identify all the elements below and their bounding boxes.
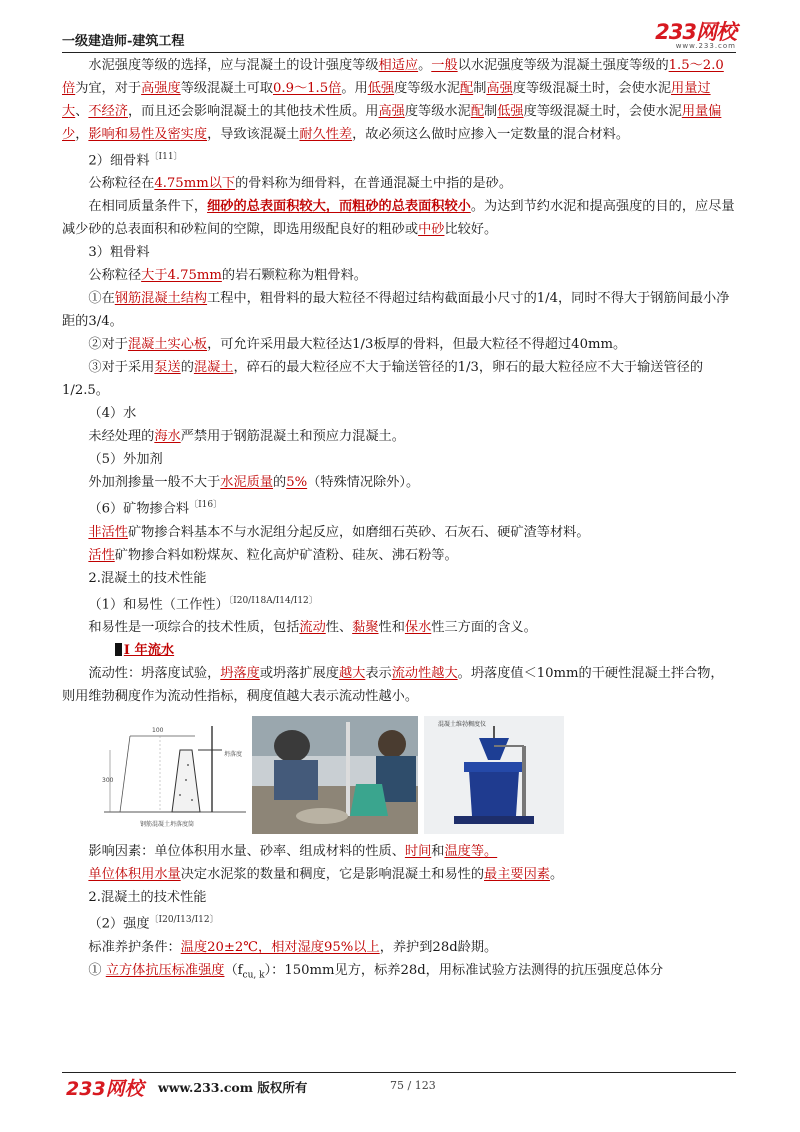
logo-url: www.233.com [675,42,736,50]
para-water-content: 单位体积用水量决定水泥浆的数量和稠度，它是影响混凝土和易性的最主要因素。 [88,867,564,883]
label-cone: 坍落度 [224,751,243,759]
vebe-title: 混凝土维勃稠度仪 [438,721,487,729]
footer-site: www.233.com 版权所有 [158,1080,308,1095]
label-100: 100 [152,727,164,735]
heading-admixture: （5）外加剂 [88,452,163,468]
page-body [62,44,736,987]
para-curing: 标准养护条件：温度20±2℃，相对湿度95%以上，养护到28d龄期。 [88,939,498,955]
heading-fine-aggregate: 2）细骨料$^{〔Ⅰ11〕}$ [88,152,183,169]
heading-tech-performance: 2.混凝土的技术性能 [88,570,207,586]
label-300: 300 [102,777,114,785]
logo-text: 233网校 [655,20,736,44]
year-tag: Ⅰ 年流水 [88,639,174,662]
para-workability: 和易性是一项综合的技术性质，包括流动性、黏聚性和保水性三方面的含义。 [88,620,537,636]
tag-line [62,639,736,662]
heading-coarse-aggregate: 3）粗骨料 [88,245,150,261]
footer-logo: 233网校 [66,1078,144,1100]
para-coarse-1: ①在钢筋混凝土结构工程中，粗骨料的最大粒径不得超过结构截面最小尺寸的1/4，同时不得大于钢筋间最小净距的3/4。 [62,291,730,330]
slump-cone-diagram [100,720,250,830]
vebe-meter-photo [424,716,564,834]
heading-strength: （2）强度$^{〔Ⅰ20/Ⅰ13/Ⅰ12〕}$ [88,915,219,932]
header-title: 一级建造师-建筑工程 [62,34,185,49]
footer-rule [62,1072,736,1073]
para-active: 活性矿物掺合料如粉煤灰、粒化高炉矿渣粉、硅灰、沸石粉等。 [88,547,458,563]
slump-test-photo [252,716,418,834]
figure-row [62,716,736,834]
para-fine-area: 在相同质量条件下，细砂的总表面积较大，而粗砂的总表面积较小。为达到节约水泥和提高强度的目的，应尽量减少砂的总表面积和砂粒间的空隙，即选用级配良好的粗砂或中砂比较好。 [62,199,735,238]
para-coarse-def: 公称粒径大于4.75mm的岩石颗粒称为粗骨料。 [88,268,367,284]
heading-tech-performance-2: 2.混凝土的技术性能 [88,890,207,906]
para-fine-def: 公称粒径在4.75mm以下的骨料称为细骨料，在普通混凝土中指的是砂。 [88,176,513,192]
para-coarse-3: ③对于采用泵送的混凝土，碎石的最大粒径应不大于输送管径的1/3，卵石的最大粒径应不大于输送管径的1/2.5。 [62,360,704,399]
para-coarse-2: ②对于混凝土实心板，可允许采用最大粒径达1/3板厚的骨料，但最大粒径不得超过40mm。 [88,337,627,353]
diagram-caption: 钢筋混凝土坍落度筒 [140,821,195,829]
page-number: 75 / 123 [390,1079,436,1092]
heading-water: （4）水 [88,406,137,422]
para-cement-grade: 水泥强度等级的选择，应与混凝土的设计强度等级相适应。一般以水泥强度等级为混凝土强度等级的1.5～2.0倍为宜，对于高强度等级混凝土可取0.9～1.5倍。用低强度等级水泥配制高强度等级混凝土时，会使水泥用量过大、不经济，而且还会影响混凝土的其他技术性质。用高强度等级水泥配制低强度等级混凝土时，会使水泥用量偏少，影响和易性及密实度，导致该混凝土耐久性差，故必须这么做时应掺入一定数量的混合材料。 [62,58,724,142]
para-water: 未经处理的海水严禁用于钢筋混凝土和预应力混凝土。 [88,429,405,445]
para-factors: 影响因素：单位体积用水量、砂率、组成材料的性质、时间和温度等。 [88,844,498,860]
para-inactive: 非活性矿物掺合料基本不与水泥组分起反应，如磨细石英砂、石灰石、硬矿渣等材料。 [88,524,590,540]
tag-block-icon [115,643,122,656]
heading-mineral: （6）矿物掺合料$^{〔Ⅰ16〕}$ [88,500,223,517]
para-cube-strength: ① 立方体抗压标准强度$(f_{cu, k})$：150mm见方，标养28d，用标准试验方法测得的抗压强度总体分 [88,962,664,981]
para-fluidity: 流动性：坍落度试验，坍落度或坍落扩展度越大表示流动性越大。坍落度值＜10mm的干硬性混凝土拌合物，则用维勃稠度作为流动性指标，稠度值越大表示流动性越小。 [62,666,724,705]
heading-workability: （1）和易性（工作性）$^{〔Ⅰ20/Ⅰ18A/Ⅰ14/Ⅰ12〕}$ [88,595,318,613]
para-admixture: 外加剂掺量一般不大于水泥质量的5%（特殊情况除外）。 [88,475,420,491]
